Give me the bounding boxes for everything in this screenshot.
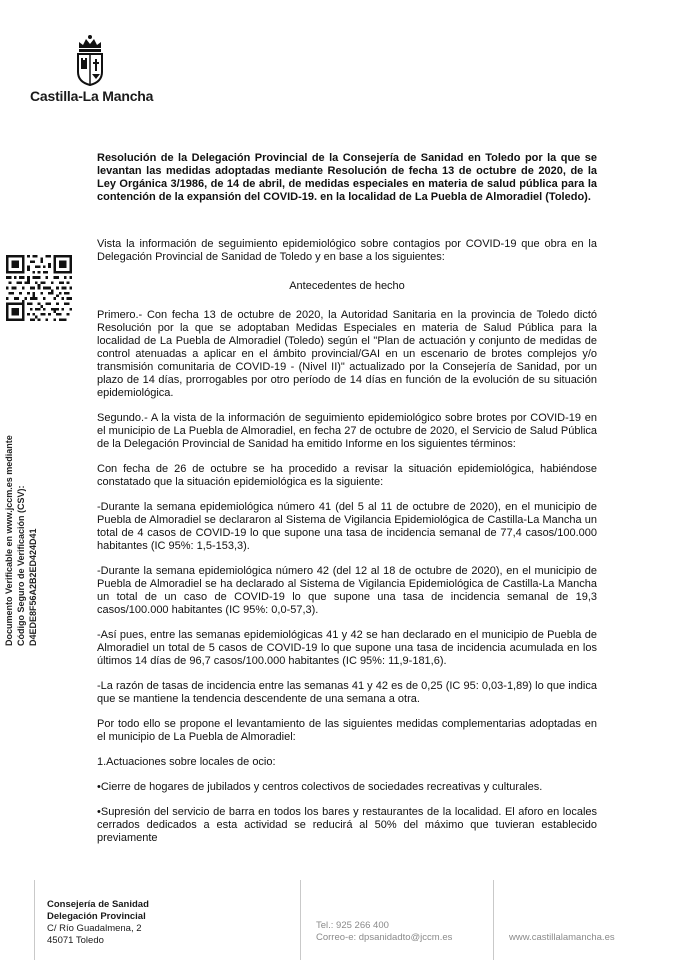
verification-label: Código Seguro de Verificación (CSV): bbox=[16, 485, 26, 646]
footer-address bbox=[47, 899, 149, 947]
paragraph-acumulada: -Así pues, entre las semanas epidemiológicas 41 y 42 se han declarado en el municipio de Puebla de Almoradiel un total de 5 casos de COVID-19 lo que supone una tasa de incidencia acumulada en los últimos 14 días de 96,7 casos/100.000 habitantes (IC 95%: 11,9-181,6). bbox=[97, 629, 597, 667]
intro-paragraph: Vista la información de seguimiento epidemiológico sobre contagios por COVID-19 que obra en la Delegación Provincial de Sanidad de Toledo y en base a los siguientes: bbox=[97, 238, 597, 263]
document-body bbox=[97, 152, 597, 845]
paragraph-revision: Con fecha de 26 de octubre se ha procedido a revisar la situación epidemiológica, habiéndose constatado que la situación epidemiológica es la siguiente: bbox=[97, 463, 597, 488]
paragraph-segundo: Segundo.- A la vista de la información de seguimiento epidemiológico sobre brotes por COVID-19 en el municipio de La Puebla de Almoradiel, en fecha 27 de octubre de 2020, el Servicio de Salud Pública de la Delegación Provincial de Sanidad ha emitido Informe en los siguientes términos: bbox=[97, 412, 597, 450]
list-item-cierre: •Cierre de hogares de jubilados y centros colectivos de sociedades recreativas y culturales. bbox=[97, 781, 543, 793]
qr-code-icon bbox=[6, 255, 72, 321]
footer-street: C/ Río Guadalmena, 2 bbox=[47, 923, 142, 934]
paragraph-razon: -La razón de tasas de incidencia entre las semanas 41 y 42 es de 0,25 (IC 95: 0,03-1,89) lo que indica que se mantiene la tendencia descendente de una semana a otra. bbox=[97, 680, 597, 705]
list-item-supresion: •Supresión del servicio de barra en todos los bares y restaurantes de la localidad. El aforo en locales cerrados dedicados a esta actividad se reducirá al 50% del máximo que tuvieran establecido previamente bbox=[97, 806, 597, 844]
footer-divider bbox=[300, 880, 301, 960]
footer-divider bbox=[493, 880, 494, 960]
csv-code: D4EDE8F56A2B2ED424D41 bbox=[28, 528, 38, 646]
footer-contact bbox=[316, 920, 452, 944]
footer-divider bbox=[34, 880, 35, 960]
header-logo bbox=[30, 34, 160, 104]
footer-phone: Tel.: 925 266 400 bbox=[316, 920, 389, 931]
footer-email[interactable]: Correo-e: dpsanidadto@jccm.es bbox=[316, 932, 453, 943]
paragraph-primero: Primero.- Con fecha 13 de octubre de 2020, la Autoridad Sanitaria en la provincia de Toledo dictó Resolución por la que se adoptaban Medidas Especiales en materia de Salud Pública para la localidad de La Puebla de Almoradiel (Toledo) según el "Plan de actuación y conjunto de medidas de control atenuadas a aplicar en el ámbito provincial/GAI en un escenario de brotes complejos y/o transmisión comunitaria de COVID-19 - (Nivel II)" actualizado por la Consejería de Sanidad, por un plazo de 14 días, prorrogables por otro período de 14 días en función de la evolución de su situación epidemiológica. bbox=[97, 309, 597, 399]
list-heading-actuaciones: 1.Actuaciones sobre locales de ocio: bbox=[97, 756, 276, 768]
coat-of-arms-icon bbox=[75, 34, 105, 86]
paragraph-propuesta: Por todo ello se propone el levantamiento de las siguientes medidas complementarias adoptadas en el municipio de La Puebla de Almoradiel: bbox=[97, 718, 597, 743]
footer-website[interactable]: www.castillalamancha.es bbox=[509, 932, 615, 943]
page-footer bbox=[0, 880, 679, 960]
verification-line-1: Documento Verificable en www.jccm.es mediante bbox=[4, 435, 14, 646]
footer-office: Delegación Provincial bbox=[47, 911, 146, 922]
verification-line-2 bbox=[16, 485, 26, 646]
document-title: Resolución de la Delegación Provincial de la Consejería de Sanidad en Toledo por la que se levantan las medidas adoptadas mediante Resolución de fecha 13 de octubre de 2020, de la Ley Orgánica 3/1986, de 14 de abril, de medidas especiales en materia de salud pública para la contención de la expansión del COVID-19. en la localidad de La Puebla de Almoradiel (Toledo). bbox=[97, 152, 597, 203]
verification-sidebar bbox=[0, 330, 48, 650]
footer-dept: Consejería de Sanidad bbox=[47, 899, 149, 910]
section-heading: Antecedentes de hecho bbox=[289, 280, 405, 292]
paragraph-semana-42: -Durante la semana epidemiológica número 42 (del 12 al 18 de octubre de 2020), en el municipio de Puebla de Almoradiel se ha declarado al Sistema de Vigilancia Epidemiológica de Castilla-La Mancha un total de un caso de COVID-19 lo que supone una tasa de incidencia semanal de 19,3 casos/100.000 habitantes (IC 95%: 0,0-57,3). bbox=[97, 565, 597, 616]
footer-city: 45071 Toledo bbox=[47, 935, 104, 946]
logo-text: Castilla-La Mancha bbox=[30, 88, 154, 104]
paragraph-semana-41: -Durante la semana epidemiológica número 41 (del 5 al 11 de octubre de 2020), en el municipio de Puebla de Almoradiel se declararon al Sistema de Vigilancia Epidemiológica de Castilla-La Mancha un total de 4 casos de COVID-19 lo que supone una tasa de incidencia semanal de 77,4 casos/100.000 habitantes (IC 95%: 1,5-153,3). bbox=[97, 501, 597, 552]
